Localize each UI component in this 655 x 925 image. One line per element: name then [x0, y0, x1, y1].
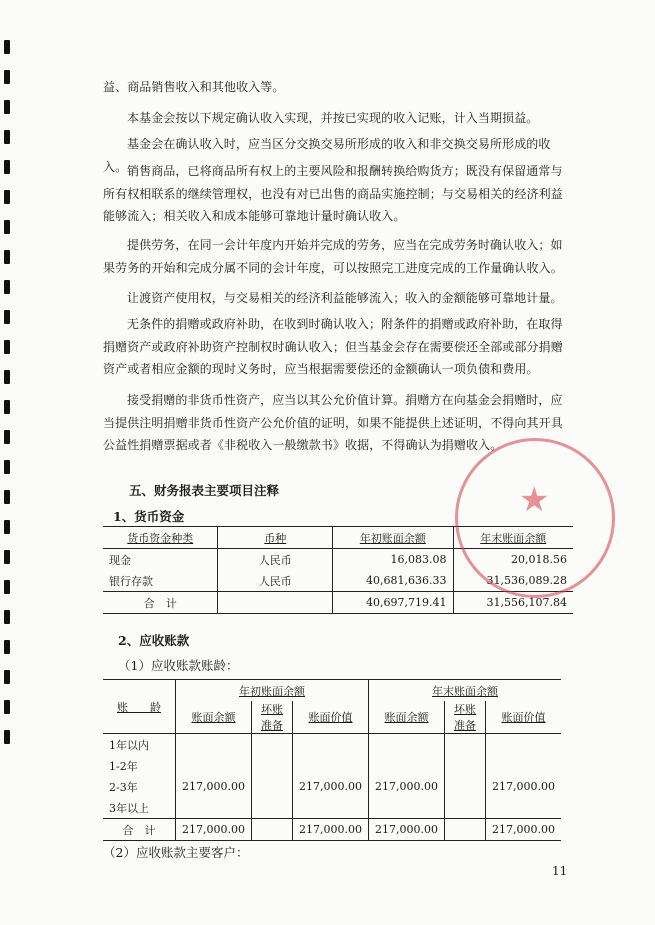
table-row: 现金 人民币 16,083.08 20,018.56 [103, 549, 573, 571]
page-number: 11 [552, 864, 568, 878]
paragraph: 益、商品销售收入和其他收入等。 [103, 80, 285, 94]
paragraph: 接受捐赠的非货币性资产，应当以其公允价值计算。捐赠方在向基金会捐赠时，应当提供注明捐赠非货币性资产公允价值的证明，如果不能提供上述证明，不得向其开具公益性捐赠票据或者《非税收入一般缴款书》收据，不得确认为捐赠收入。 [103, 393, 563, 452]
table-row: 1-2年 [103, 755, 561, 776]
seal-stamp [455, 438, 615, 598]
col-header: 币种 [218, 527, 333, 549]
section-heading: 五、财务报表主要项目注释 [129, 483, 280, 498]
col-header: 年末账面余额 [453, 527, 573, 549]
total-row: 合 计 40,697,719.41 31,556,107.84 [103, 592, 573, 614]
total-row: 合 计 217,000.00 217,000.00 217,000.00 217,000.00 [103, 819, 561, 841]
star-icon: ★ [519, 480, 550, 520]
paragraph: 提供劳务，在同一会计年度内开始并完成的劳务，应当在完成劳务时确认收入；如果劳务的开始和完成分属不同的会计年度，可以按照完工进度完成的工作量确认收入。 [103, 238, 563, 275]
paragraph: 基金会在确认收入时，应当区分交换交易所形成的收入和非交换交易所形成的收入。 [103, 137, 551, 174]
ar-subtitle: （1）应收账款账龄： [118, 658, 239, 673]
binding-holes [4, 40, 14, 760]
table-row: 2-3年 217,000.00 217,000.00 217,000.00 217,000.00 [103, 776, 561, 797]
ar-title: 2、应收账款 [118, 633, 190, 648]
table-row: 1年以内 [103, 734, 561, 756]
table-row: 银行存款 人民币 40,681,636.33 31,536,089.28 [103, 570, 573, 592]
table-row: 3年以上 [103, 797, 561, 819]
ar-subtitle: （2）应收账款主要客户： [103, 845, 249, 860]
paragraph: 让渡资产使用权，与交易相关的经济利益能够流入；收入的金额能够可靠地计量。 [127, 291, 563, 305]
paragraph: 本基金会按以下规定确认收入实现，并按已实现的收入记账，计入当期损益。 [127, 111, 539, 125]
ar-aging-table: 账 龄 年初账面余额 年末账面余额 账面余额 坏账准备 账面价值 账面余额 坏账准备 账面价值 1年以内 1-2年 2-3年 217,000.00 217,000.00 217,000.00 217,000.00 3年以上 合 计 217,000.00 217,000.00 217,000.00 217,000.00 [103, 679, 561, 841]
paragraph: 无条件的捐赠或政府补助，在收到时确认收入；附条件的捐赠或政府补助，在取得捐赠资产或政府补助资产控制权时确认收入；但当基金会存在需要偿还全部或部分捐赠资产或者相应金额的现时义务时，应当根据需要偿还的金额确认一项负债和费用。 [103, 317, 563, 376]
col-header: 年初账面余额 [333, 527, 453, 549]
col-header: 货币资金种类 [127, 531, 194, 545]
paragraph: 销售商品，已将商品所有权上的主要风险和报酬转换给购货方；既没有保留通常与所有权相联系的继续管理权，也没有对已出售的商品实施控制；与交易相关的经济利益能够流入；相关收入和成本能够可靠地计量时确认收入。 [103, 164, 563, 223]
cash-title: 1、货币资金 [113, 509, 185, 524]
